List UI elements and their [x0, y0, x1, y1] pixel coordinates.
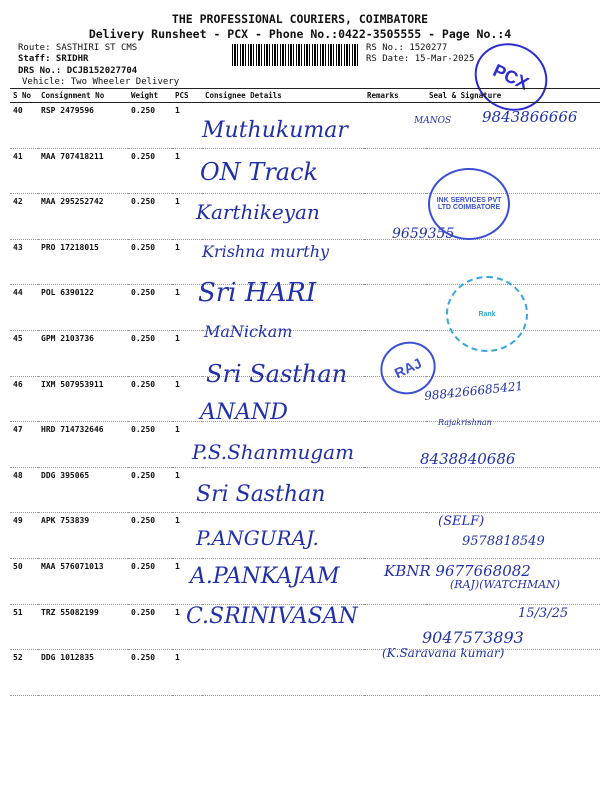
- row-pcs: 1: [172, 148, 202, 194]
- row-pcs: 1: [172, 376, 202, 422]
- row-consignment: HRD 714732646: [38, 422, 128, 468]
- table-row: [10, 650, 600, 696]
- handwritten-signature: MANOS: [414, 116, 452, 126]
- row-pcs: 1: [172, 650, 202, 696]
- row-weight: 0.250: [128, 513, 172, 559]
- row-weight: 0.250: [128, 194, 172, 240]
- row-pcs: 1: [172, 513, 202, 559]
- handwritten-name: Sri Sasthan: [206, 360, 348, 388]
- rs-number: RS No.: 1520277: [366, 43, 448, 53]
- col-header-seal: Seal & Signature: [426, 89, 600, 103]
- row-seal: [426, 239, 600, 285]
- handwritten-name: ON Track: [200, 158, 319, 186]
- row-pcs: 1: [172, 467, 202, 513]
- row-pcs: 1: [172, 194, 202, 240]
- row-sno: 50: [10, 558, 38, 604]
- row-seal: [426, 467, 600, 513]
- row-remarks: [364, 239, 426, 285]
- seal-stamp: Rank: [446, 276, 528, 352]
- row-consignment: DDG 395065: [38, 467, 128, 513]
- handwritten-phone: 8438840686: [420, 450, 516, 468]
- row-remarks: [364, 422, 426, 468]
- row-consignment: GPM 2103736: [38, 330, 128, 376]
- pcx-stamp: PCX: [464, 31, 559, 122]
- handwritten-name: P.ANGURAJ.: [196, 526, 319, 550]
- row-consignment: PRO 17218015: [38, 239, 128, 285]
- row-weight: 0.250: [128, 285, 172, 331]
- col-header-pcs: PCS: [172, 89, 202, 103]
- handwritten-name: P.S.Shanmugam: [192, 440, 355, 464]
- handwritten-date: 15/3/25: [518, 606, 569, 621]
- handwritten-name: Karthikeyan: [196, 200, 320, 224]
- row-weight: 0.250: [128, 330, 172, 376]
- handwritten-phone: KBNR 9677668082: [384, 562, 531, 580]
- row-consignment: TRZ 55082199: [38, 604, 128, 650]
- row-sno: 49: [10, 513, 38, 559]
- row-consignment: MAA 295252742: [38, 194, 128, 240]
- row-consignment: RSP 2479596: [38, 103, 128, 149]
- row-consignee: [202, 650, 364, 696]
- vehicle-label: Vehicle: Two Wheeler Delivery: [22, 77, 180, 87]
- row-weight: 0.250: [128, 148, 172, 194]
- row-pcs: 1: [172, 604, 202, 650]
- row-weight: 0.250: [128, 422, 172, 468]
- row-pcs: 1: [172, 330, 202, 376]
- row-weight: 0.250: [128, 650, 172, 696]
- handwritten-name: Krishna murthy: [202, 242, 330, 261]
- row-remarks: [364, 148, 426, 194]
- row-pcs: 1: [172, 422, 202, 468]
- staff-label: Staff: SRIDHR: [18, 54, 89, 64]
- company-title: THE PROFESSIONAL COURIERS, COIMBATORE: [171, 12, 429, 26]
- row-weight: 0.250: [128, 467, 172, 513]
- row-weight: 0.250: [128, 239, 172, 285]
- row-consignment: DDG 1012835: [38, 650, 128, 696]
- table-header-row: [10, 89, 600, 103]
- runsheet-subtitle: Delivery Runsheet - PCX - Phone No.:0422-3505555 - Page No.:4: [88, 27, 512, 41]
- handwritten-phone: 9884266685421: [423, 378, 524, 404]
- row-remarks: [364, 467, 426, 513]
- route-label: Route: SASTHIRI ST CMS: [18, 43, 138, 53]
- row-sno: 47: [10, 422, 38, 468]
- handwritten-name: Sri HARI: [198, 278, 317, 308]
- row-pcs: 1: [172, 558, 202, 604]
- row-consignment: APK 753839: [38, 513, 128, 559]
- row-remarks: [364, 604, 426, 650]
- handwritten-phone: 9843866666: [482, 108, 578, 126]
- handwritten-phone: 9047573893: [422, 628, 524, 647]
- row-pcs: 1: [172, 239, 202, 285]
- handwritten-name: ANAND: [200, 400, 288, 425]
- drs-label: DRS No.: DCJB152027704: [18, 66, 138, 76]
- row-sno: 42: [10, 194, 38, 240]
- row-sno: 46: [10, 376, 38, 422]
- handwritten-name: MaNickam: [204, 322, 293, 341]
- row-sno: 51: [10, 604, 38, 650]
- handwritten-name: C.SRINIVASAN: [186, 604, 358, 629]
- row-sno: 52: [10, 650, 38, 696]
- row-consignment: POL 6390122: [38, 285, 128, 331]
- company-seal-stamp: INK SERVICES PVT LTD COIMBATORE: [428, 168, 510, 240]
- row-weight: 0.250: [128, 604, 172, 650]
- col-header-consignment: Consignment No: [38, 89, 128, 103]
- row-weight: 0.250: [128, 103, 172, 149]
- row-remarks: [364, 285, 426, 331]
- handwritten-name: A.PANKAJAM: [190, 564, 340, 589]
- col-header-weight: Weight: [128, 89, 172, 103]
- handwritten-signature: (K.Saravana kumar): [382, 646, 505, 660]
- row-sno: 45: [10, 330, 38, 376]
- handwritten-name: Muthukumar: [202, 118, 348, 143]
- handwritten-signature: Rajakrishnan: [438, 418, 492, 427]
- col-header-remarks: Remarks: [364, 89, 426, 103]
- handwritten-name: Sri Sasthan: [196, 482, 326, 507]
- handwritten-phone: 9659355: [392, 226, 455, 242]
- row-sno: 44: [10, 285, 38, 331]
- handwritten-note: (SELF): [438, 514, 485, 529]
- row-pcs: 1: [172, 285, 202, 331]
- row-sno: 40: [10, 103, 38, 149]
- handwritten-phone: 9578818549: [462, 534, 545, 549]
- row-consignment: MAA 707418211: [38, 148, 128, 194]
- rs-date: RS Date: 15-Mar-2025: [366, 54, 475, 64]
- row-sno: 41: [10, 148, 38, 194]
- row-pcs: 1: [172, 103, 202, 149]
- barcode: [232, 44, 360, 66]
- row-sno: 43: [10, 239, 38, 285]
- row-remarks: [364, 513, 426, 559]
- row-weight: 0.250: [128, 376, 172, 422]
- row-consignment: MAA 576071013: [38, 558, 128, 604]
- raj-stamp: RAJ: [372, 333, 445, 404]
- row-weight: 0.250: [128, 558, 172, 604]
- col-header-consignee: Consignee Details: [202, 89, 364, 103]
- col-header-sno: S No: [10, 89, 38, 103]
- handwritten-note: (RAJ)(WATCHMAN): [450, 578, 561, 591]
- row-consignment: IXM 507953911: [38, 376, 128, 422]
- row-sno: 48: [10, 467, 38, 513]
